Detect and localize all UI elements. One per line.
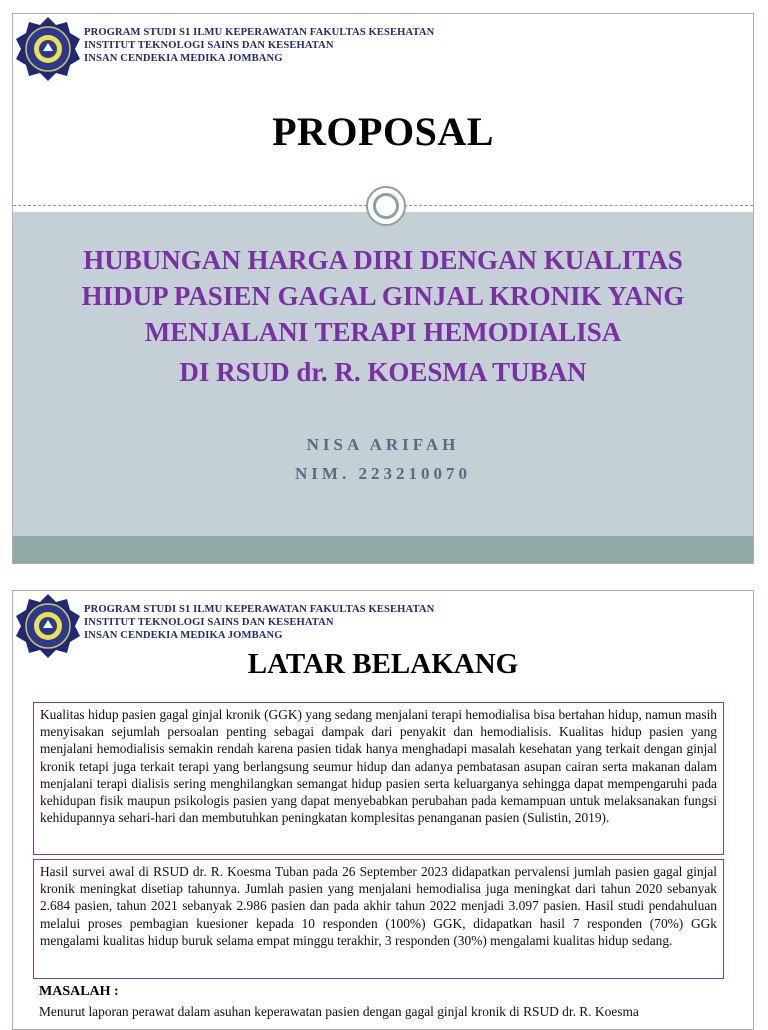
slide-heading: LATAR BELAKANG — [247, 648, 519, 680]
thesis-line-2: HIDUP PASIEN GAGAL GINJAL KRONIK YANG — [81, 281, 685, 311]
background-paragraph-1: Kualitas hidup pasien gagal ginjal kronik (GGK) yang sedang menjalani terapi hemodialisa bisa bertahan hidup, namun masih menyisakan sejumlah persoalan penting sebagai dampak dari penyakit dan hemodialisis. Kualitas hidup pasien yang menjalani hemodialisis semakin rendah karena pasien tidak hanya menghadapi masalah kesehatan yang terkait dengan ginjal kronik tetapi juga terkait terapi yang berlangsung seumur hidup dan adanya pembatasan asupan cairan serta makanan dalam menjalani terapi dialisis sering menghilangkan semangat hidup pasien serta keluarganya sehingga dapat mempengaruhi pada kehidupan fisik maupun psikologis pasien yang dapat menyebabkan perubahan pada kemampuan untuk melaksanakan fungsi kehidupannya sehari-hari dan membutuhkan peningkatan komplesitas penanganan pasien (Sulistin, 2019). — [40, 707, 717, 826]
slide-title — [12, 13, 754, 564]
university-logo-icon — [15, 16, 81, 82]
slide-heading: PROPOSAL — [272, 109, 494, 154]
institution-line-1: PROGRAM STUDI S1 ILMU KEPERAWATAN FAKULTAS KESEHATAN — [84, 27, 435, 38]
thesis-title — [13, 242, 753, 390]
author-nim: NIM. 223210070 — [295, 464, 471, 483]
institution-line-3: INSAN CENDEKIA MEDIKA JOMBANG — [84, 53, 283, 64]
masalah-label: MASALAH : — [39, 984, 119, 999]
institution-line-2: INSTITUT TEKNOLOGI SAINS DAN KESEHATAN — [84, 40, 334, 51]
paragraph-box — [33, 702, 724, 855]
ring-ornament-icon — [366, 186, 406, 226]
institution-header — [84, 26, 434, 65]
masalah-text: Menurut laporan perawat dalam asuhan keperawatan pasien dengan gagal ginjal kronik di RSUD dr. R. Koesma — [39, 1004, 639, 1019]
institution-line-3: INSAN CENDEKIA MEDIKA JOMBANG — [84, 630, 283, 641]
author-block — [13, 430, 753, 488]
institution-header — [84, 603, 434, 642]
slide-background — [12, 590, 754, 1030]
institution-line-1: PROGRAM STUDI S1 ILMU KEPERAWATAN FAKULTAS KESEHATAN — [84, 604, 435, 615]
footer-band — [13, 536, 753, 563]
paragraph-box — [33, 859, 724, 979]
author-name: NISA ARIFAH — [306, 435, 460, 454]
background-paragraph-2: Hasil survei awal di RSUD dr. R. Koesma Tuban pada 26 September 2023 didapatkan pervalensi jumlah pasien gagal ginjal kronik meningkat disetiap tahunnya. Jumlah pasien yang menjalani hemodialisa juga meningkat dari tahun 2020 sebanyak 2.684 pasien, tahun 2021 sebanyak 2.986 pasien dan pada akhir tahun 2022 menjadi 3.097 pasien. Hasil studi pendahuluan melalui proses pembagian kuesioner kepada 10 responden (100%) GGK, didapatkan hasil 7 responden (70%) GGk mengalami kualitas hidup buruk selama empat minggu terakhir, 3 responden (30%) mengalami kualitas hidup sedang. — [40, 864, 717, 948]
thesis-location: DI RSUD dr. R. KOESMA TUBAN — [179, 357, 587, 387]
institution-line-2: INSTITUT TEKNOLOGI SAINS DAN KESEHATAN — [84, 617, 334, 628]
thesis-line-3: MENJALANI TERAPI HEMODIALISA — [144, 317, 622, 347]
thesis-line-1: HUBUNGAN HARGA DIRI DENGAN KUALITAS — [83, 245, 683, 275]
